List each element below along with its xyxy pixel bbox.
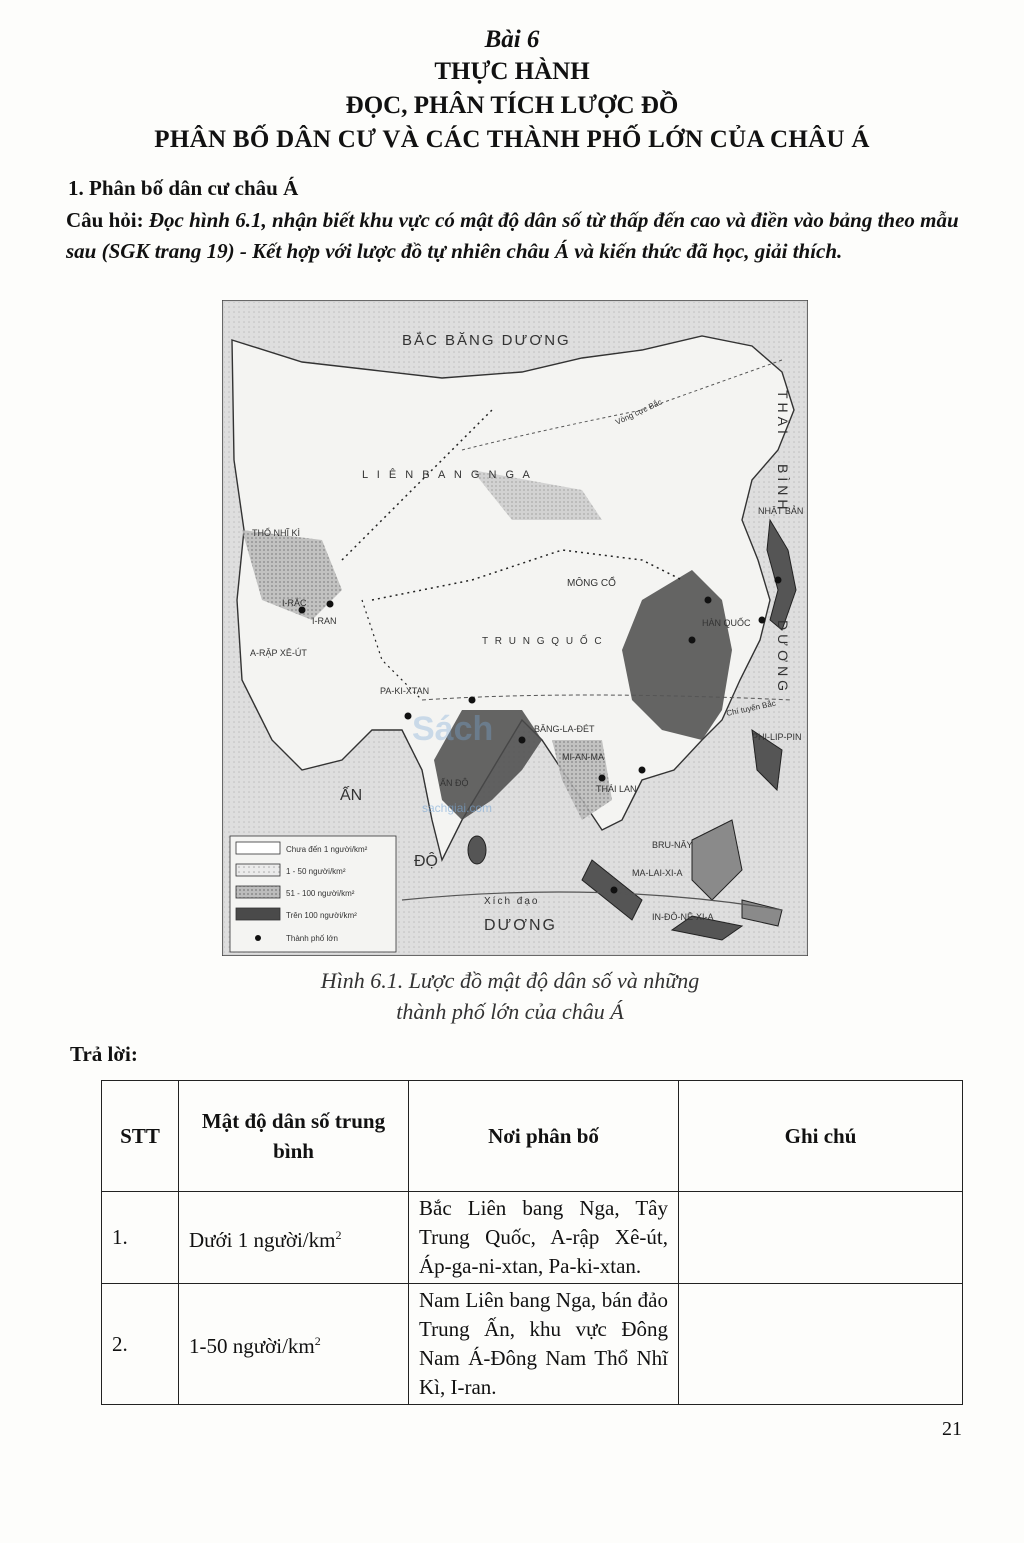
legend-swatch-1-50 [236,864,280,876]
label-philippines: PHI-LIP-PIN [752,732,802,742]
label-malaysia: MA-LAI-XI-A [632,868,683,878]
label-russia: L I Ê N B A N G N G A [362,469,533,481]
question-block [66,205,966,267]
table-row [102,1284,963,1405]
lesson-number: Bài 6 [484,26,540,53]
row-place: Nam Liên bang Nga, bán đảo Trung Ấn, khu vực Đông Nam Á-Đông Nam Thổ Nhĩ Kì, I-ran. [409,1284,679,1405]
legend-swatch-51-100 [236,886,280,898]
label-indian-ocean-1: ẤN [340,787,363,804]
label-pacific-1: THÁI [775,390,791,438]
title-topic: PHÂN BỐ DÂN CƯ VÀ CÁC THÀNH PHỐ LỚN CỦA CHÂU Á [154,126,870,153]
density-unit-sup: 2 [335,1227,342,1242]
answer-table [101,1080,963,1405]
section-heading: 1. Phân bố dân cư châu Á [68,176,299,200]
row-note [679,1192,963,1284]
label-indian-ocean-3: DƯƠNG [484,917,557,934]
legend-city-dot [255,935,261,941]
label-thailand: THÁI LAN [596,784,637,794]
label-brunei: BRU-NÂY [652,840,693,850]
label-pacific-2: BÌNH [775,464,791,514]
asia-population-map [222,300,808,956]
label-iraq: I-RẮC [282,598,307,608]
label-mongolia: MÔNG CỔ [567,578,616,589]
answer-label: Trả lời: [70,1042,138,1066]
label-indonesia: IN-ĐÔ-NÊ-XI-A [652,912,714,922]
label-japan: NHẬT BẢN [758,506,804,516]
legend-swatch-gt100 [236,908,280,920]
map-legend [230,836,396,952]
label-iran: I-RAN [312,616,337,626]
table-row [102,1192,963,1284]
label-bangladesh: BĂNG-LA-ĐÉT [534,724,595,734]
header-note: Ghi chú [679,1081,963,1192]
label-tropic: Chí tuyến Bắc [725,698,777,718]
label-turkey: THỔ NHĨ KÌ [252,528,301,538]
label-arctic-circle: Vòng cực Bắc [614,397,664,427]
label-pacific-3: DƯƠNG [775,620,791,696]
header-place: Nơi phân bố [409,1081,679,1192]
legend-lt1: Chưa đến 1 người/km² [286,845,368,854]
legend-1-50: 1 - 50 người/km² [286,867,346,876]
question-label: Câu hỏi: [66,208,144,232]
legend-gt100: Trên 100 người/km² [286,911,357,920]
label-saudi: A-RẬP XÊ-ÚT [250,648,307,658]
density-value: 1-50 người/km [189,1334,315,1358]
header-stt: STT [102,1081,179,1192]
row-note [679,1284,963,1405]
title-read-map: ĐỌC, PHÂN TÍCH LƯỢC ĐỒ [345,92,679,119]
table-header-row [102,1081,963,1192]
legend-swatch-lt1 [236,842,280,854]
figure-caption-line2: thành phố lớn của châu Á [396,999,624,1024]
label-equator: Xích đạo [484,896,540,907]
watermark-logo: Sách [412,710,494,748]
title-practice: THỰC HÀNH [434,58,590,85]
label-india: ẤN ĐỘ [440,778,469,788]
label-arctic-ocean: BẮC BĂNG DƯƠNG [402,332,571,349]
row-stt: 2. [102,1284,179,1405]
watermark-site: sachgiai.com [422,801,493,815]
row-density [179,1284,409,1405]
row-stt: 1. [102,1192,179,1284]
density-unit-sup: 2 [314,1334,321,1348]
page-number: 21 [942,1418,962,1440]
row-density [179,1192,409,1284]
figure-caption-line1: Hình 6.1. Lược đồ mật độ dân số và những [320,968,700,993]
row-place: Bắc Liên bang Nga, Tây Trung Quốc, A-rập Xê-út, Áp-ga-ni-xtan, Pa-ki-xtan. [409,1192,679,1284]
label-myanmar: MI-AN-MA [562,752,604,762]
question-text: Đọc hình 6.1, nhận biết khu vực có mật độ dân số từ thấp đến cao và điền vào bảng theo mẫu sau (SGK trang 19) - Kết hợp với lược đồ tự nhiên châu Á và kiến thức đã học, giải thích. [66,208,959,263]
density-value: Dưới 1 người/km [189,1227,336,1252]
legend-51-100: 51 - 100 người/km² [286,889,355,898]
legend-city: Thành phố lớn [286,934,338,943]
header-density: Mật độ dân số trung bình [179,1081,409,1192]
label-korea: HÀN QUỐC [702,618,751,628]
label-china: T R U N G Q U Ố C [482,636,604,647]
label-indian-ocean-2: ĐỘ [414,853,438,870]
label-pakistan: PA-KI-XTAN [380,686,430,696]
